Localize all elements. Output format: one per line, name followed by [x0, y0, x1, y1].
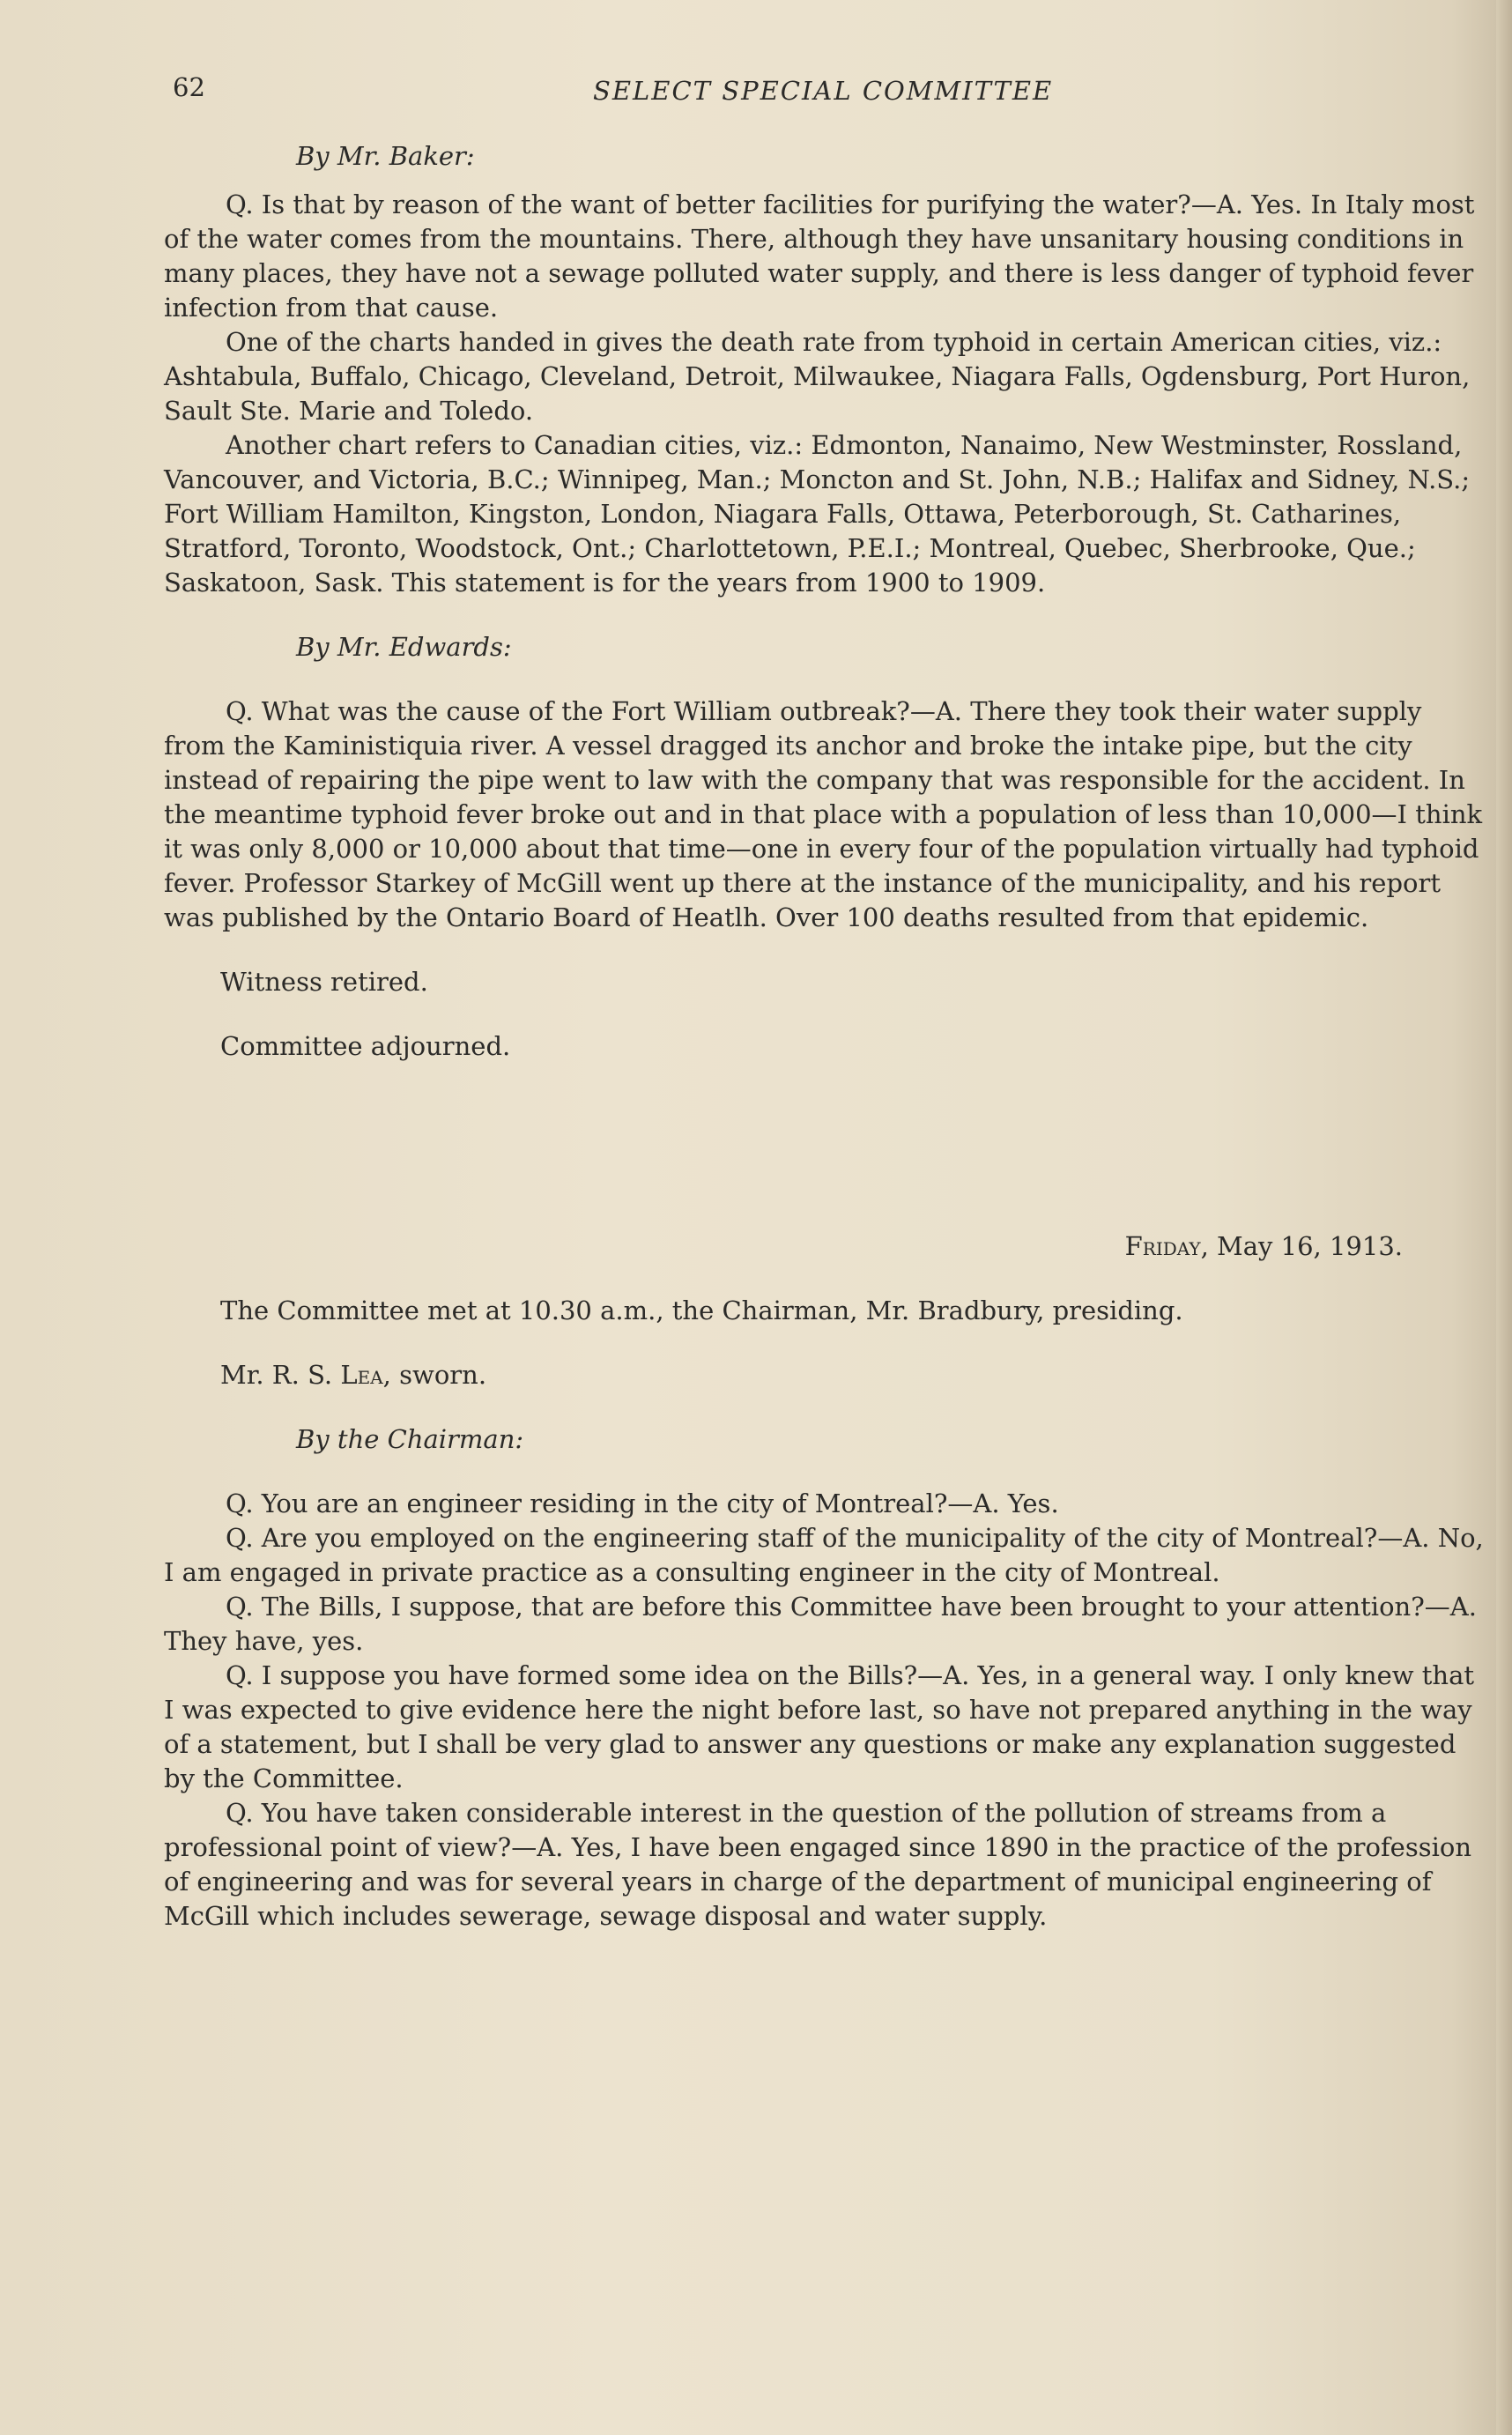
meeting-date — [164, 1229, 1486, 1264]
paragraph: Q. You are an engineer residing in the city of Montreal?—A. Yes. — [226, 1488, 1059, 1518]
paragraph: Q. Is that by reason of the want of better facilities for purifying the water?—A. Yes. In Italy most of the water comes from the mountains. There, although they have unsanitary housing conditions in many places, they have not a sewage polluted water supply, and there is less danger of typhoid fever infection from that cause. — [164, 189, 1475, 323]
paragraph: Another chart refers to Canadian cities, viz.: Edmonton, Nanaimo, New Westminster, Rossland, Vancouver, and Victoria, B.C.; Winnipeg, Man.; Moncton and St. John, N.B.; Halifax and Sidney, N.S.; Fort William Hamilton, Kingston, London, Niagara Falls, Ottawa, Peterborough, St. Catharines, Stratford, Toronto, Woodstock, Ont.; Charlottetown, P.E.I.; Montreal, Quebec, Sherbrooke, Que.; Saskatoon, Sask. This statement is for the years from 1900 to 1909. — [164, 430, 1471, 598]
committee-met: The Committee met at 10.30 a.m., the Chairman, Mr. Bradbury, presiding. — [220, 1295, 1183, 1325]
running-title: SELECT SPECIAL COMMITTEE — [593, 76, 1054, 106]
paragraph: Q. You have taken considerable interest in the question of the pollution of streams from a professional point of view?—A. Yes, I have been engaged since 1890 in the practice of the profession of engineering and was for several years in charge of the department of municipal engineering of McGill which includes sewerage, sewage disposal and water supply. — [164, 1798, 1472, 1931]
sworn-prefix: Mr. R. S. — [220, 1360, 341, 1390]
paragraph: Q. What was the cause of the Fort William outbreak?—A. There they took their water supply from the Kaministiquia river. A vessel dragged its anchor and broke the intake pipe, but the city instead of repairing the pipe went to law with the company that was responsible for the accident. In the meantime typhoid fever broke out and in that place with a population of less than 10,000—I think it was only 8,000 or 10,000 about that time—one in every four of the population virtually had typhoid fever. Professor Starkey of McGill went up there at the instance of the municipality, and his report was published by the Ontario Board of Heatlh. Over 100 deaths resulted from that epidemic. — [164, 696, 1483, 932]
meeting-date-rest: , May 16, 1913. — [1200, 1231, 1403, 1261]
witness-retired: Witness retired. — [220, 967, 428, 997]
section-heading-edwards: By Mr. Edwards: — [296, 632, 512, 662]
committee-adjourned: Committee adjourned. — [220, 1031, 511, 1061]
page-edge — [1496, 0, 1512, 2435]
paragraph: One of the charts handed in gives the death rate from typhoid in certain American cities, viz.: Ashtabula, Buffalo, Chicago, Cleveland, Detroit, Milwaukee, Niagara Falls, Ogdensburg, Port Huron, Sault Ste. Marie and Toledo. — [164, 327, 1471, 426]
page-number: 62 — [173, 72, 205, 102]
meeting-day: Friday — [1124, 1231, 1201, 1261]
section-heading-chairman: By the Chairman: — [296, 1424, 524, 1454]
page-header — [173, 72, 1089, 108]
paragraph: Q. I suppose you have formed some idea on the Bills?—A. Yes, in a general way. I only knew that I was expected to give evidence here the night before last, so have not prepared anything in the way of a statement, but I shall be very glad to answer any questions or make any explanation suggested by the Committee. — [164, 1660, 1475, 1793]
paragraph: Q. The Bills, I suppose, that are before this Committee have been brought to your attention?—A. They have, yes. — [164, 1592, 1477, 1656]
witness-name: Lea — [340, 1360, 383, 1390]
sworn-suffix: , sworn. — [382, 1360, 487, 1390]
page-body — [164, 139, 1486, 1934]
paragraph: Q. Are you employed on the engineering staff of the municipality of the city of Montreal?—A. No, I am engaged in private practice as a consulting engineer in the city of Montreal. — [164, 1523, 1484, 1587]
section-heading-baker: By Mr. Baker: — [296, 141, 475, 171]
witness-sworn — [220, 1358, 1486, 1392]
